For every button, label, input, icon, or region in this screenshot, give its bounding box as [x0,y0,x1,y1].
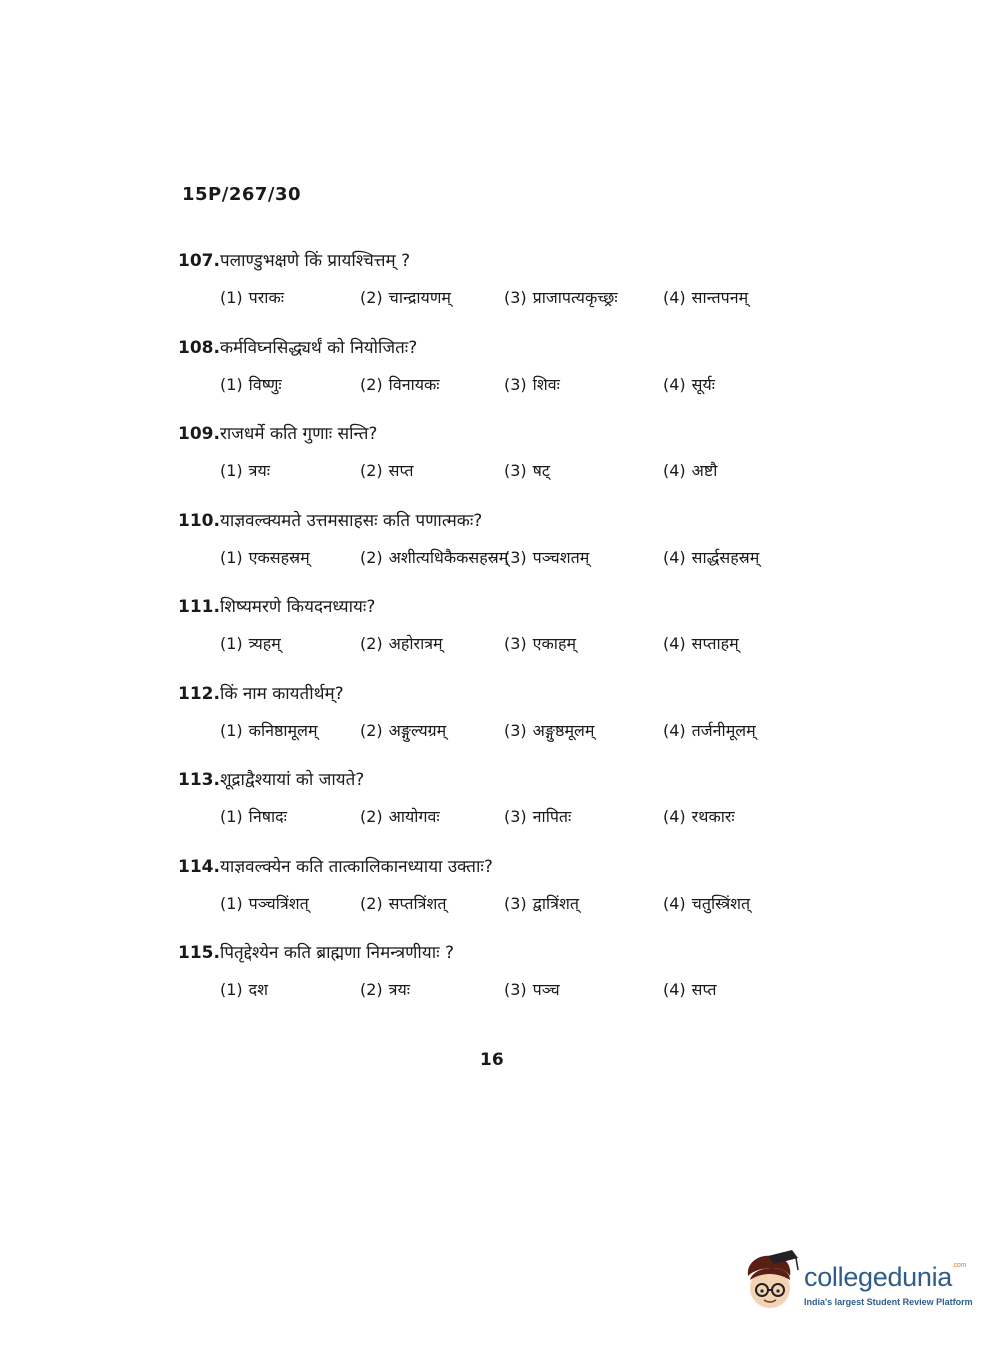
question-item [178,421,818,508]
option-text: सप्तत्रिंशत् [388,893,447,913]
option-text: चतुस्त्रिंशत् [691,893,751,913]
option-number: (3) [504,634,527,653]
option-text: विनायकः [388,374,440,394]
option-text: आयोगवः [388,807,440,826]
option-number: (2) [360,461,383,480]
option-2 [360,459,414,481]
option-number: (1) [220,288,243,307]
option-3 [504,892,579,914]
option-text: पञ्च [532,980,560,999]
option-4 [663,632,739,654]
option-1 [220,286,284,308]
question-item [178,248,818,335]
option-2 [360,632,443,654]
question-item [178,508,818,595]
question-line [178,421,377,444]
question-number: 113. [178,770,220,790]
question-text: पलाण्डुभक्षणे किं प्रायश्चित्तम् ? [219,251,411,271]
option-number: (4) [663,461,686,480]
option-2 [360,805,440,827]
question-number: 110. [178,510,220,531]
question-number: 112. [178,683,220,704]
option-number: (4) [663,374,686,394]
option-text: सार्द्धसहस्रम् [691,547,760,567]
question-text: याज्ञवल्क्यमते उत्तमसाहसः कति पणात्मकः? [219,510,483,531]
option-text: त्र्यहम् [248,634,281,653]
option-number: (1) [220,893,243,913]
option-text: षट् [532,461,550,480]
question-number: 115. [178,943,220,963]
option-text: सप्त [388,461,414,480]
option-number: (2) [360,634,383,653]
option-number: (2) [360,807,383,826]
option-3 [504,373,560,395]
question-line [178,681,344,704]
option-1 [220,459,270,481]
option-3 [504,632,576,654]
option-text: एकाहम् [532,634,577,653]
option-1 [220,719,318,741]
option-4 [663,546,759,568]
option-number: (4) [663,980,686,999]
brand-name: collegedunia$^{.com}$ [804,1262,967,1292]
question-item [178,594,818,681]
option-number: (4) [663,288,686,307]
option-text: शिवः [532,374,560,394]
option-2 [360,286,451,308]
option-number: (3) [504,980,527,999]
question-item [178,335,818,422]
option-3 [504,459,550,481]
question-number: 107. [178,251,220,271]
option-1 [220,373,282,395]
option-number: (1) [220,980,243,999]
question-line [178,335,417,358]
option-2 [360,978,410,1000]
option-text: एकसहस्रम् [248,547,310,567]
option-number: (1) [220,807,243,826]
option-4 [663,373,715,395]
question-text: किं नाम कायतीर्थम्? [219,683,344,704]
question-list [178,248,818,1027]
option-text: पराकः [248,288,284,307]
option-number: (1) [220,374,243,394]
option-3 [504,805,571,827]
option-number: (1) [220,634,243,653]
question-number: 108. [178,337,220,358]
option-number: (4) [663,634,686,653]
option-number: (2) [360,893,383,913]
question-text: राजधर्मे कति गुणाः सन्ति? [219,424,378,444]
option-number: (2) [360,288,383,307]
option-text: अहोरात्रम् [388,634,443,653]
option-number: (3) [504,893,527,913]
question-text: कर्मविघ्नसिद्ध्यर्थं को नियोजितः? [219,337,418,358]
option-number: (3) [504,288,527,307]
option-text: दश [248,980,269,999]
option-number: (2) [360,374,383,394]
option-4 [663,978,717,1000]
option-number: (4) [663,547,686,567]
question-item [178,854,818,941]
question-item [178,681,818,768]
option-text: अष्टौ [691,461,718,480]
option-4 [663,805,735,827]
option-2 [360,373,440,395]
option-text: द्वात्रिंशत् [532,893,579,913]
question-line [178,854,493,877]
option-number: (1) [220,547,243,567]
option-4 [663,719,756,741]
option-3 [504,978,560,1000]
collegedunia-logo [742,1250,972,1320]
option-4 [663,459,717,481]
option-text: सान्तपनम् [691,288,749,307]
option-3 [504,719,594,741]
option-number: (4) [663,893,686,913]
option-text: निषादः [248,807,287,826]
question-text: याज्ञवल्क्येन कति तात्कालिकानध्याया उक्ताः? [219,856,493,877]
page-code: 15P/267/30 [182,184,302,205]
option-text: अङ्गुष्ठमूलम् [532,720,595,740]
option-1 [220,632,281,654]
option-1 [220,546,310,568]
question-line [178,940,454,963]
option-text: त्रयः [248,461,271,480]
option-text: अशीत्यधिकैकसहस्रम् [388,547,509,567]
question-item [178,940,818,1027]
question-number: 109. [178,424,220,444]
option-number: (2) [360,547,383,567]
option-number: (4) [663,807,686,826]
option-text: पञ्चशतम् [532,547,590,567]
option-number: (4) [663,720,686,740]
option-text: पञ्चत्रिंशत् [248,893,309,913]
option-text: प्राजापत्यकृच्छ्रः [532,288,618,307]
option-3 [504,286,618,308]
question-item [178,767,818,854]
mascot-icon [742,1250,800,1314]
option-number: (1) [220,720,243,740]
question-line [178,508,482,531]
option-2 [360,546,508,568]
option-1 [220,978,268,1000]
option-3 [504,546,589,568]
option-text: सप्त [691,980,717,999]
option-number: (3) [504,547,527,567]
question-number: 114. [178,856,220,877]
option-text: नापितः [532,807,572,826]
option-number: (3) [504,374,527,394]
option-4 [663,892,750,914]
question-text: पितृद्देश्येन कति ब्राह्मणा निमन्त्रणीयाः ? [219,943,454,963]
option-text: रथकारः [691,807,735,826]
question-line [178,594,375,617]
option-number: (3) [504,720,527,740]
option-number: (3) [504,807,527,826]
option-1 [220,805,287,827]
question-text: शिष्यमरणे कियदनध्यायः? [219,597,376,617]
option-number: (2) [360,980,383,999]
option-2 [360,892,447,914]
question-text: शूद्राद्वैश्यायां को जायते? [219,770,365,790]
option-number: (1) [220,461,243,480]
option-text: सप्ताहम् [691,634,739,653]
option-text: कनिष्ठामूलम् [248,720,318,740]
option-text: त्रयः [388,980,411,999]
option-4 [663,286,748,308]
option-text: विष्णुः [248,374,282,394]
option-text: सूर्यः [691,374,715,394]
option-2 [360,719,446,741]
option-number: (2) [360,720,383,740]
question-number: 111. [178,597,220,617]
option-text: अङ्गुल्यग्रम् [388,720,447,740]
option-text: चान्द्रायणम् [388,288,451,307]
option-text: तर्जनीमूलम् [691,720,756,740]
brand-tagline: India's largest Student Review Platform [804,1297,973,1307]
page-number: 16 [480,1050,504,1070]
question-line [178,248,410,271]
option-1 [220,892,309,914]
option-number: (3) [504,461,527,480]
question-line [178,767,364,790]
